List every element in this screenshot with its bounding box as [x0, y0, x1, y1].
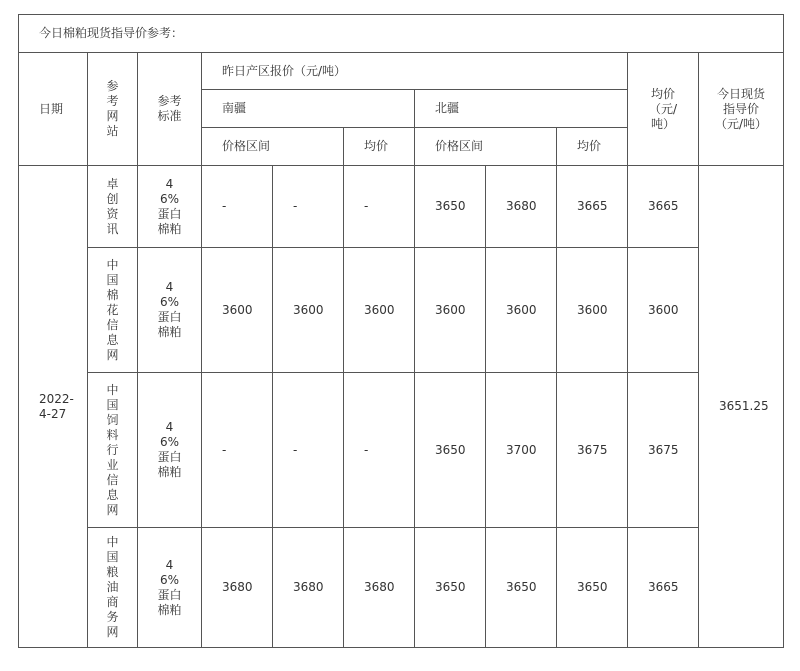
south-high-cell: - — [273, 373, 344, 528]
site-cell: 中国棉花信息网 — [88, 248, 138, 373]
north-avg-cell: 3675 — [557, 373, 628, 528]
table-row — [19, 166, 784, 248]
south-avg-cell: - — [344, 166, 415, 248]
north-avg-cell: 3665 — [557, 166, 628, 248]
header-south-range: 价格区间 — [202, 128, 344, 166]
standard-cell: 46%蛋白棉粕 — [138, 248, 202, 373]
north-low-cell: 3650 — [415, 166, 486, 248]
header-south: 南疆 — [202, 90, 415, 128]
header-standard: 参考标准 — [138, 53, 202, 166]
header-row-1 — [19, 53, 784, 90]
title-row — [19, 15, 784, 53]
price-table — [18, 14, 784, 648]
south-avg-cell: - — [344, 373, 415, 528]
site-cell: 中国饲料行业信息网 — [88, 373, 138, 528]
header-date: 日期 — [19, 53, 88, 166]
table-row — [19, 248, 784, 373]
date-cell: 2022-4-27 — [19, 166, 88, 648]
north-high-cell: 3680 — [486, 166, 557, 248]
site-cell: 中国粮油商务网 — [88, 528, 138, 648]
table-row — [19, 373, 784, 528]
north-high-cell: 3650 — [486, 528, 557, 648]
header-north: 北疆 — [415, 90, 628, 128]
header-site: 参考网站 — [88, 53, 138, 166]
north-low-cell: 3650 — [415, 373, 486, 528]
south-high-cell: 3600 — [273, 248, 344, 373]
north-avg-cell: 3600 — [557, 248, 628, 373]
header-avg-price: 均价（元/吨） — [628, 53, 699, 166]
avg-cell: 3675 — [628, 373, 699, 528]
north-low-cell: 3600 — [415, 248, 486, 373]
north-low-cell: 3650 — [415, 528, 486, 648]
north-high-cell: 3600 — [486, 248, 557, 373]
avg-cell: 3600 — [628, 248, 699, 373]
table-title: 今日棉粕现货指导价参考： — [19, 15, 784, 53]
north-avg-cell: 3650 — [557, 528, 628, 648]
header-today-guide: 今日现货指导价（元/吨） — [699, 53, 784, 166]
header-north-avg: 均价 — [557, 128, 628, 166]
south-avg-cell: 3680 — [344, 528, 415, 648]
south-high-cell: - — [273, 166, 344, 248]
site-cell: 卓创资讯 — [88, 166, 138, 248]
header-north-range: 价格区间 — [415, 128, 557, 166]
standard-cell: 46%蛋白棉粕 — [138, 373, 202, 528]
south-low-cell: 3680 — [202, 528, 273, 648]
south-low-cell: - — [202, 373, 273, 528]
standard-cell: 46%蛋白棉粕 — [138, 166, 202, 248]
avg-cell: 3665 — [628, 528, 699, 648]
south-low-cell: 3600 — [202, 248, 273, 373]
header-yesterday-quote: 昨日产区报价（元/吨） — [202, 53, 628, 90]
standard-cell: 46%蛋白棉粕 — [138, 528, 202, 648]
header-south-avg: 均价 — [344, 128, 415, 166]
table-row — [19, 528, 784, 648]
south-avg-cell: 3600 — [344, 248, 415, 373]
north-high-cell: 3700 — [486, 373, 557, 528]
south-low-cell: - — [202, 166, 273, 248]
south-high-cell: 3680 — [273, 528, 344, 648]
today-guide-value: 3651.25 — [699, 166, 784, 648]
avg-cell: 3665 — [628, 166, 699, 248]
